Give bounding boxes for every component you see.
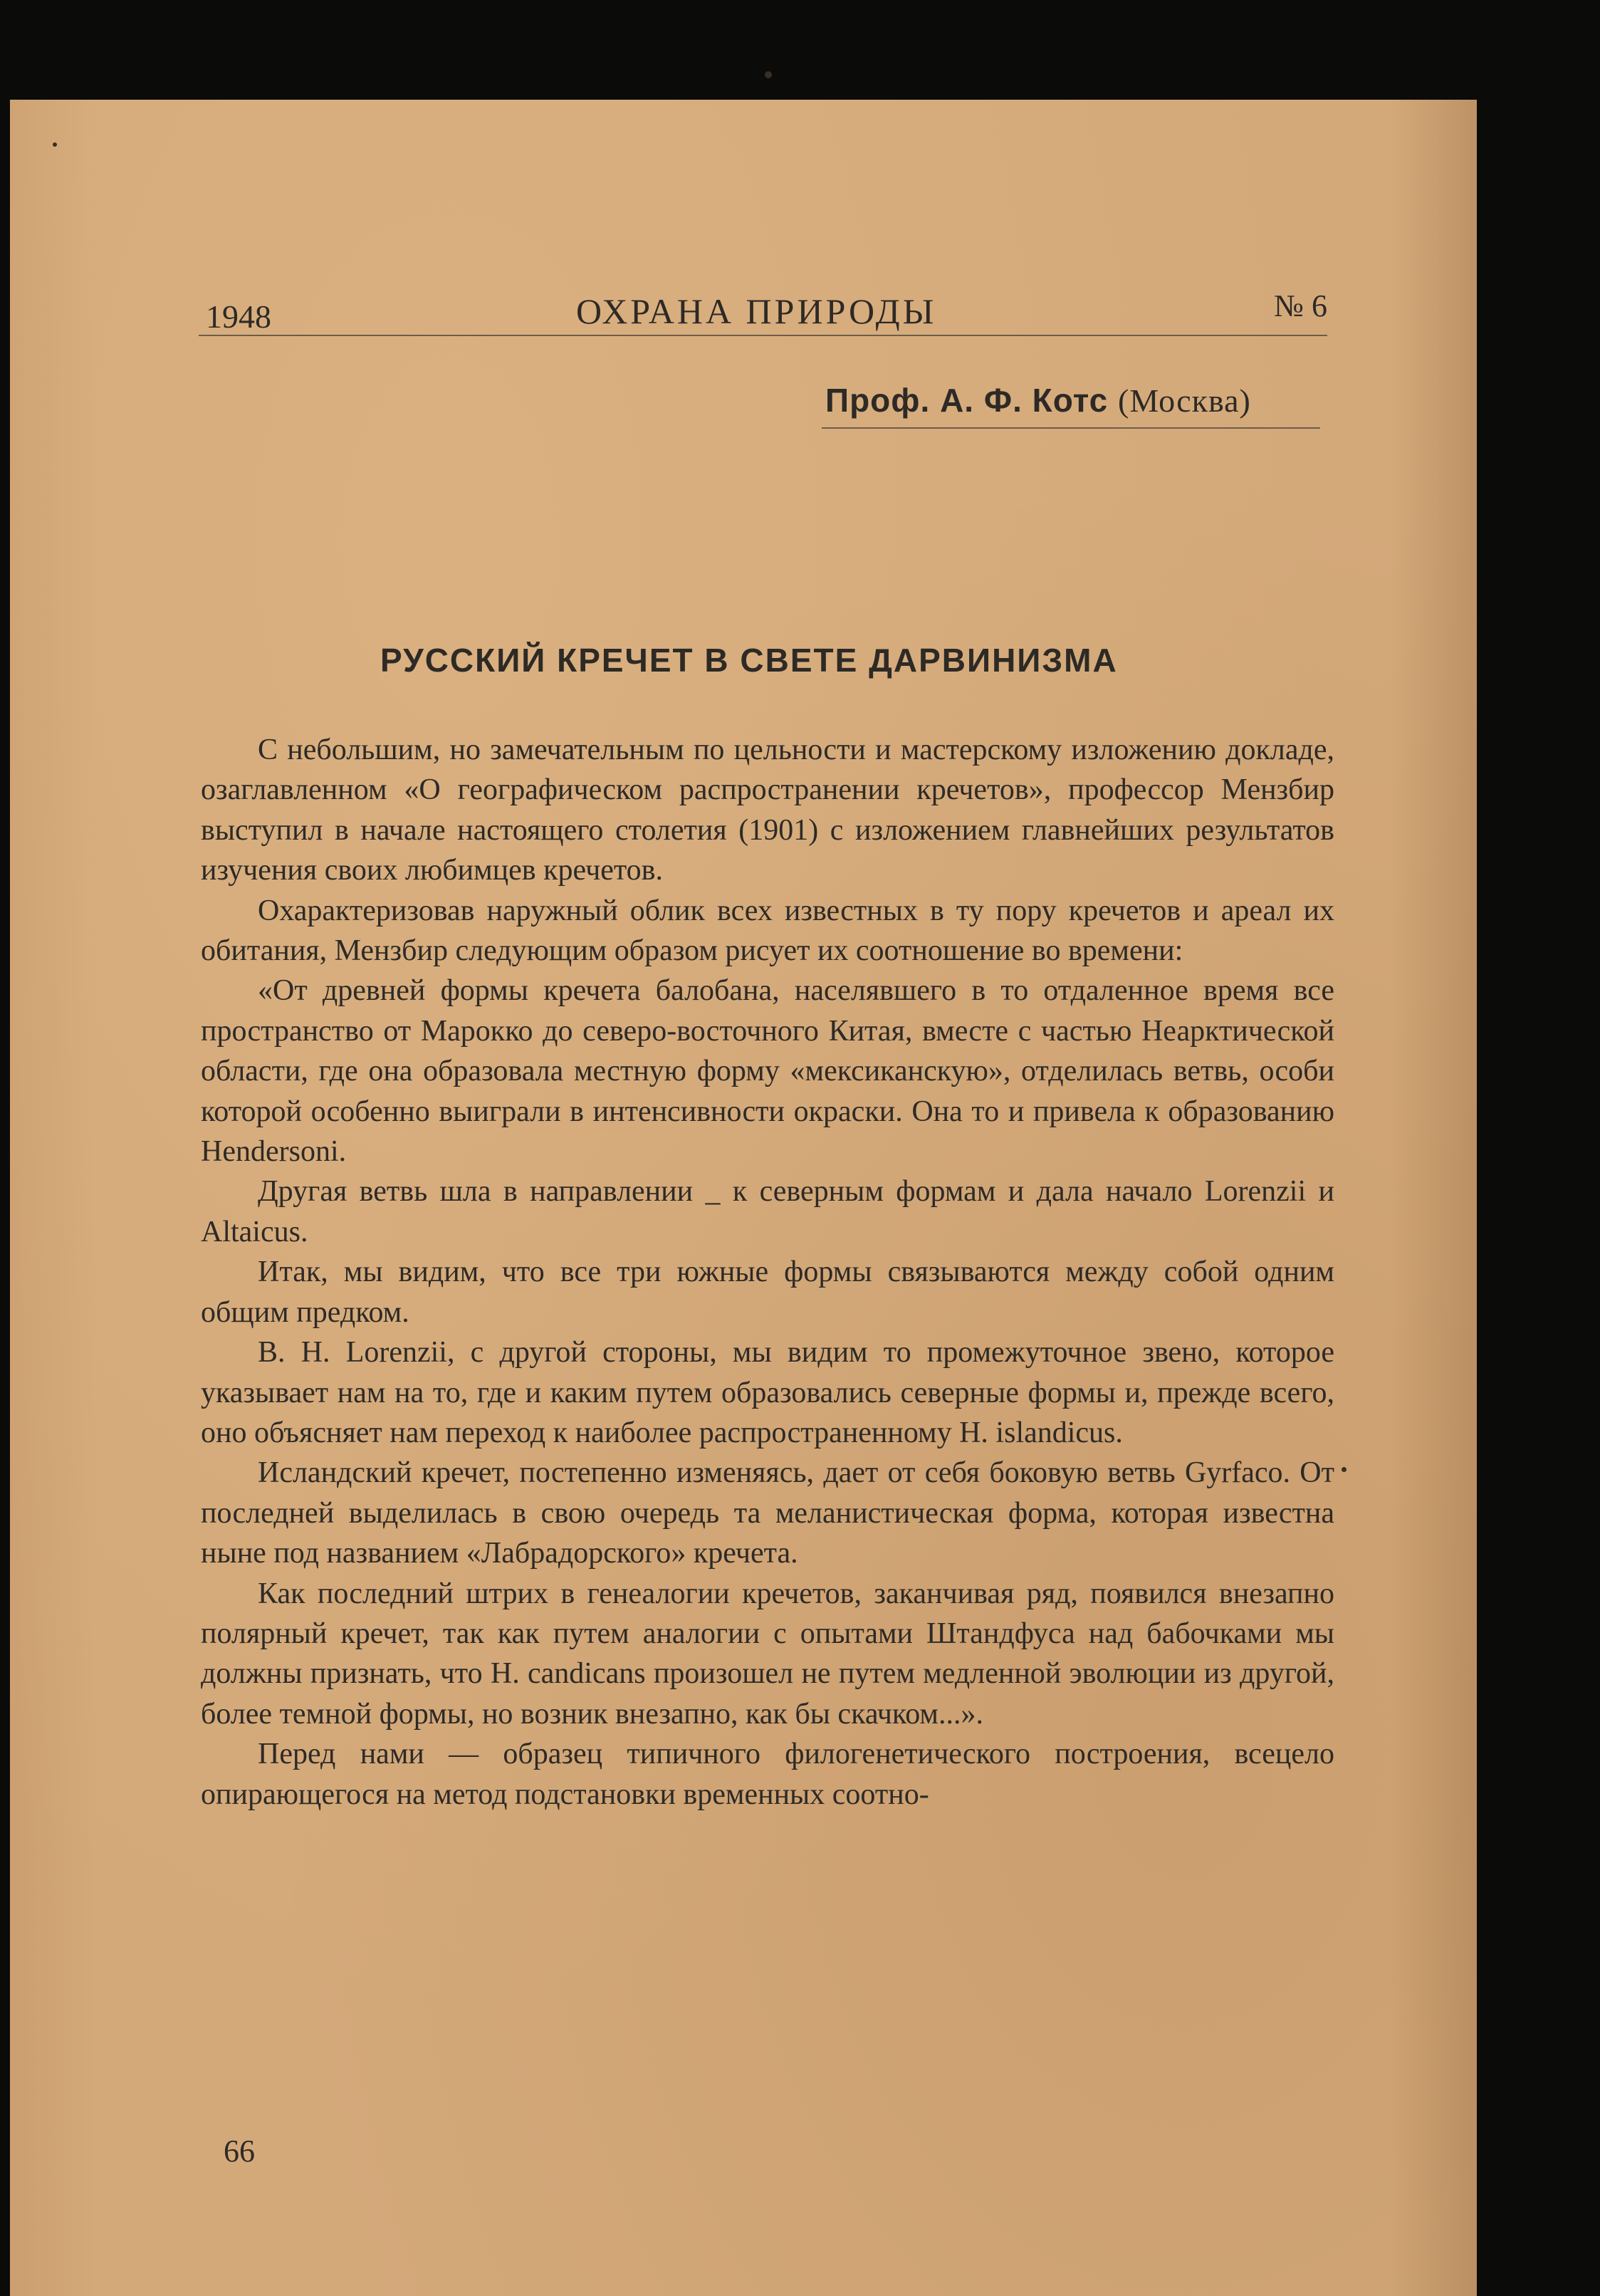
paragraph-quote: «От древней формы кречета балобана, населявшего в то отдаленное время все пространство от Марокко до северо-восточного Китая, вместе с частью Неарктической области, где она образовала местную форму «мексиканскую», отделилась ветвь, особи которой особенно выиграли в интенсивности окраски. Она то и привела к образованию Hendersoni.: [201, 974, 1334, 1169]
paragraph-quote: В. Н. Lorenzii, с другой стороны, мы видим то промежуточное звено, которое указывает нам на то, где и каким путем образовались северные формы и, прежде всего, оно объясняет нам переход к наиболее распространенному H. islandicus.: [201, 1336, 1334, 1449]
header-journal-title: ОХРАНА ПРИРОДЫ: [576, 291, 937, 331]
paragraph-quote: Как последний штрих в генеалогии кречетов, заканчивая ряд, появился внезапно полярный кречет, так как путем аналогии с опытами Штандфуса над бабочками мы должны признать, что H. candicans произошел не путем медленной эволюции из другой, более темной формы, но возник внезапно, как бы скачком...».: [201, 1577, 1334, 1731]
paragraph-quote: Другая ветвь шла в направлении _ к северным формам и дала начало Lorenzii и Altaicus.: [201, 1175, 1334, 1248]
paragraph: Охарактеризовав наружный облик всех известных в ту пору кречетов и ареал их обитания, Мензбир следующим образом рисует их соотношение во времени:: [201, 894, 1334, 968]
paper-speck: [53, 142, 57, 147]
paragraph: Перед нами — образец типичного филогенетического построения, всецело опирающегося на метод подстановки временных соотно-: [201, 1738, 1334, 1811]
document-page: [10, 100, 1477, 2296]
author-underline: [822, 427, 1320, 429]
paper-speck: [1342, 1467, 1347, 1472]
author-name: Проф. А. Ф. Котс: [825, 382, 1109, 419]
header-year: 1948: [206, 298, 271, 335]
article-title: РУССКИЙ КРЕЧЕТ В СВЕТЕ ДАРВИНИЗМА: [380, 642, 1118, 679]
paragraph-quote: Итак, мы видим, что все три южные формы связываются между собой одним общим предком.: [201, 1256, 1334, 1329]
paragraph: С небольшим, но замечательным по цельности и мастерскому изложению докладе, озаглавленном «О географическом распространении кречетов», профессор Мензбир выступил в начале настоящего столетия (1901) с изложением главнейших результатов изучения своих любимцев кречетов.: [201, 734, 1334, 887]
paper-speck: [765, 71, 772, 78]
running-header: [199, 285, 1327, 336]
page-number: 66: [224, 2134, 255, 2169]
paragraph-quote: Исландский кречет, постепенно изменяясь, дает от себя боковую ветвь Gyrfaco. От последней выделилась в свою очередь та меланистическая форма, которая известна ныне под названием «Лабрадорского» кречета.: [201, 1456, 1334, 1570]
article-author: [825, 381, 1251, 419]
author-city: (Москва): [1118, 382, 1251, 419]
header-issue-number: № 6: [1274, 288, 1327, 323]
article-body: [201, 730, 1334, 1815]
